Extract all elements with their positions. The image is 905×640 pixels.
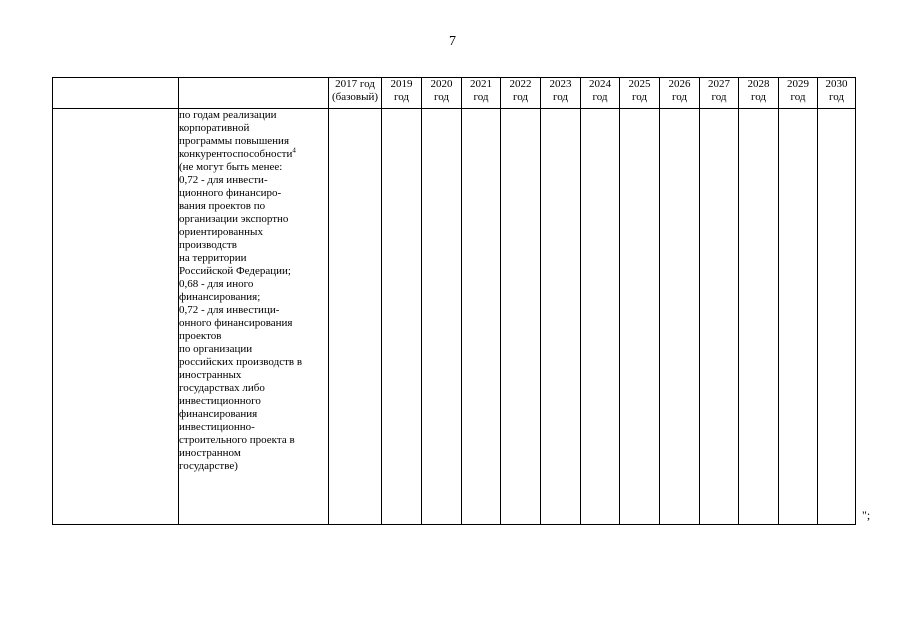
description-line: 0,68 - для иного: [179, 278, 254, 290]
description-line: (не могут быть менее:: [179, 161, 283, 173]
description-line: корпоративной: [179, 122, 250, 134]
year-header-2027: 2027 год: [700, 78, 739, 109]
page-number: 7: [449, 34, 456, 49]
value-cell-2021: [462, 109, 501, 525]
description-line: государствах либо: [179, 382, 265, 394]
description-line: на территории: [179, 252, 247, 264]
value-cell-2029: [779, 109, 818, 525]
description-line: программы повышения: [179, 135, 289, 147]
indicator-description: [179, 109, 329, 525]
description-line: финансирования: [179, 408, 258, 420]
value-cell-2028: [739, 109, 779, 525]
year-header-2019: 2019 год: [382, 78, 422, 109]
description-line: финансирования;: [179, 291, 261, 303]
description-line-with-footnote: конкурентоспособности$^4$: [179, 146, 296, 160]
description-line: российских производств в: [179, 356, 303, 368]
description-line: государстве): [179, 460, 238, 472]
year-header-2022: 2022 год: [501, 78, 541, 109]
description-line: вания проектов по: [179, 200, 266, 212]
year-header-2026: 2026 год: [660, 78, 700, 109]
description-line: производств: [179, 239, 237, 251]
description-line: инвестиционного: [179, 395, 261, 407]
footnote-marker: 4: [292, 146, 296, 155]
year-header-2020: 2020 год: [422, 78, 462, 109]
description-line: проектов: [179, 330, 222, 342]
indicator-number-cell: [53, 109, 179, 525]
value-cell-2030: [818, 109, 856, 525]
value-cell-2017: [329, 109, 382, 525]
description-line: строительного проекта в: [179, 434, 295, 446]
description-line: организации экспортно: [179, 213, 289, 225]
value-cell-2024: [581, 109, 620, 525]
description-line: 0,72 - для инвестици-: [179, 304, 280, 316]
year-header-2030: 2030 год: [818, 78, 856, 109]
indicator-row: [53, 109, 856, 525]
year-header-2021: 2021 год: [462, 78, 501, 109]
description-line: ориентированных: [179, 226, 263, 238]
description-line: по организации: [179, 343, 253, 355]
value-cell-2026: [660, 109, 700, 525]
header-empty-cell-1: [53, 78, 179, 109]
header-empty-cell-2: [179, 78, 329, 109]
description-line: иностранных: [179, 369, 242, 381]
year-header-2025: 2025 год: [620, 78, 660, 109]
year-header-2023: 2023 год: [541, 78, 581, 109]
description-line: ционного финансиро-: [179, 187, 282, 199]
description-line: иностранном: [179, 447, 241, 459]
year-header-2029: 2029 год: [779, 78, 818, 109]
value-cell-2022: [501, 109, 541, 525]
description-line: 0,72 - для инвести-: [179, 174, 268, 186]
indicator-table: [52, 77, 856, 525]
value-cell-2020: [422, 109, 462, 525]
value-cell-2027: [700, 109, 739, 525]
year-header-2017: 2017 год (базовый): [329, 78, 382, 109]
value-cell-2025: [620, 109, 660, 525]
description-line: инвестиционно-: [179, 421, 255, 433]
value-cell-2019: [382, 109, 422, 525]
description-line: онного финансирования: [179, 317, 293, 329]
year-header-2024: 2024 год: [581, 78, 620, 109]
closing-quote-mark: ";: [862, 508, 871, 522]
description-line: по годам реализации: [179, 109, 277, 121]
value-cell-2023: [541, 109, 581, 525]
year-header-2028: 2028 год: [739, 78, 779, 109]
description-line: Российской Федерации;: [179, 265, 291, 277]
header-row: [53, 78, 856, 109]
